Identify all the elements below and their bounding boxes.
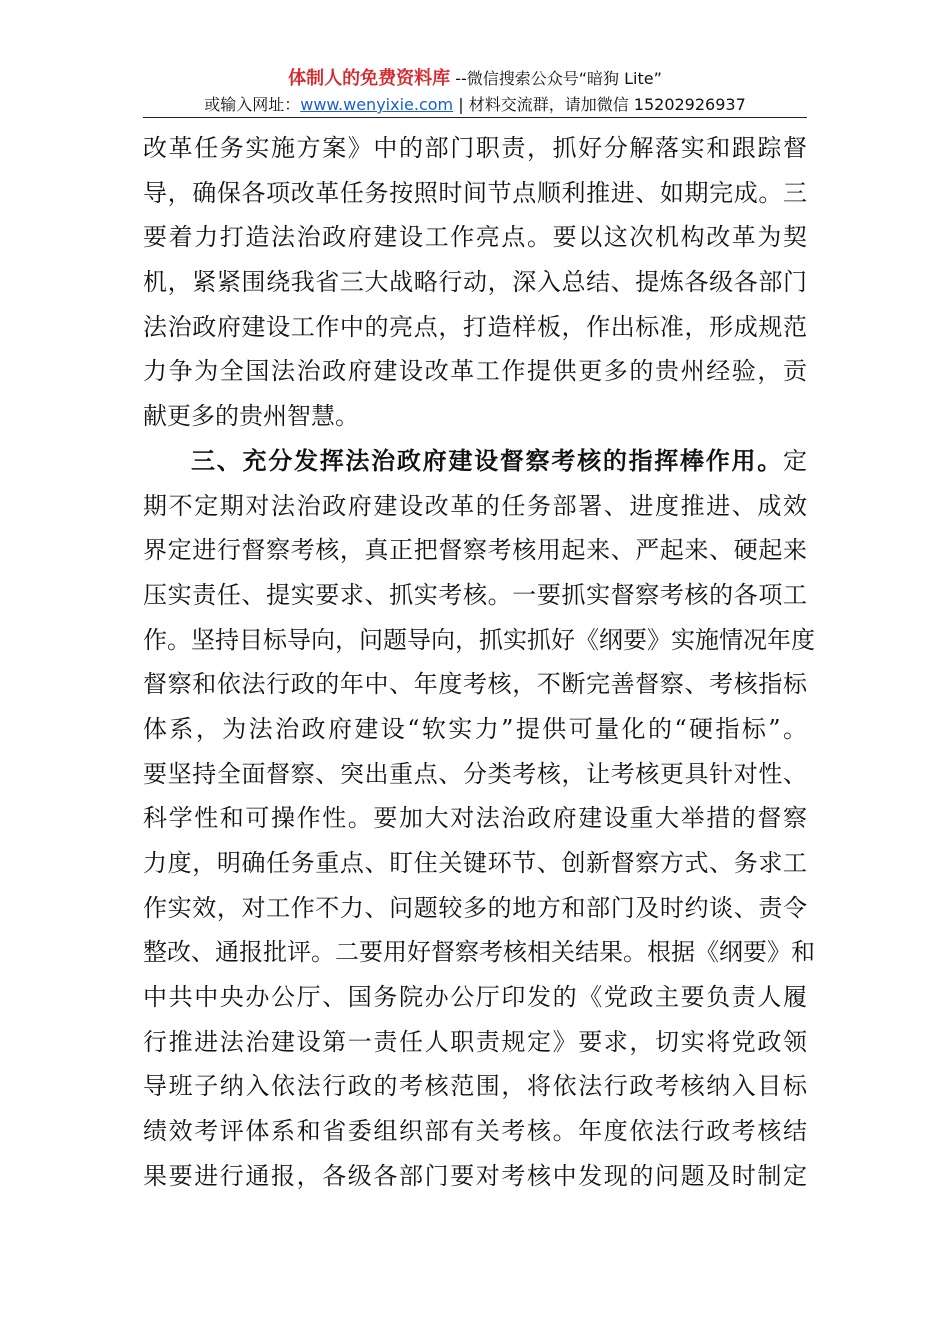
section-line: 行推进法治建设第一责任人职责规定》要求，切实将党政领 (143, 1027, 807, 1056)
document-header (143, 66, 807, 118)
body-line: 力争为全国法治政府建设改革工作提供更多的贵州经验，贡 (143, 357, 807, 386)
section-line: 督察和依法行政的年中、年度考核，不断完善督察、考核指标 (143, 670, 807, 699)
section-line: 期不定期对法治政府建设改革的任务部署、进度推进、成效 (143, 491, 807, 520)
document-body (143, 126, 815, 1199)
header-divider (143, 117, 807, 118)
section-line: 力度，明确任务重点、盯住关键环节、创新督察方式、务求工 (143, 849, 807, 877)
section-line: 导班子纳入依法行政的考核范围，将依法行政考核纳入目标 (143, 1072, 807, 1101)
section-line: 作。坚持目标导向，问题导向，抓实抓好《纲要》实施情况年度 (143, 625, 815, 654)
section-line: 科学性和可操作性。要加大对法治政府建设重大举措的督察 (143, 804, 807, 833)
header-url-prefix: 或输入网址： (204, 95, 301, 114)
section-line: 压实责任、提实要求、抓实考核。一要抓实督察考核的各项工 (143, 580, 807, 609)
body-line: 机，紧紧围绕我省三大战略行动，深入总结、提炼各级各部门 (143, 268, 807, 297)
section-line: 整改、通报批评。二要用好督察考核相关结果。根据《纲要》和 (143, 938, 815, 967)
header-url-link[interactable]: www.wenyixie.com (300, 95, 454, 114)
section-line: 作实效，对工作不力、问题较多的地方和部门及时约谈、责令 (143, 893, 807, 922)
section-line: 要坚持全面督察、突出重点、分类考核，让考核更具针对性、 (143, 759, 807, 788)
header-tagline: --微信搜索公众号“暗狗 Lite” (450, 69, 662, 88)
body-line: 法治政府建设工作中的亮点，打造样板，作出标准，形成规范 (143, 312, 807, 341)
section-line: 中共中央办公厅、国务院办公厅印发的《党政主要负责人履 (143, 983, 807, 1012)
section-heading: 三、充分发挥法治政府建设督察考核的指挥棒作用。 (191, 446, 783, 475)
body-line: 献更多的贵州智慧。 (143, 402, 359, 431)
section-line: 绩效考评体系和省委组织部有关考核。年度依法行政考核结 (143, 1117, 807, 1146)
section-line: 界定进行督察考核，真正把督察考核用起来、严起来、硬起来 (143, 536, 807, 565)
section-line: 果要进行通报，各级各部门要对考核中发现的问题及时制定 (143, 1161, 807, 1190)
header-brand: 体制人的免费资料库 (288, 68, 451, 89)
body-line: 导，确保各项改革任务按照时间节点顺利推进、如期完成。三 (143, 178, 807, 207)
body-line: 改革任务实施方案》中的部门职责，抓好分解落实和跟踪督 (143, 134, 807, 162)
section-heading-tail: 定 (783, 446, 807, 475)
header-line-2 (143, 92, 807, 118)
section-heading-line (143, 439, 807, 484)
section-line: 体系，为法治政府建设“软实力”提供可量化的“硬指标”。 (143, 714, 807, 743)
header-contact: | 材料交流群，请加微信 15202926937 (453, 95, 746, 114)
body-line: 要着力打造法治政府建设工作亮点。要以这次机构改革为契 (143, 223, 807, 252)
header-line-1 (143, 66, 807, 92)
